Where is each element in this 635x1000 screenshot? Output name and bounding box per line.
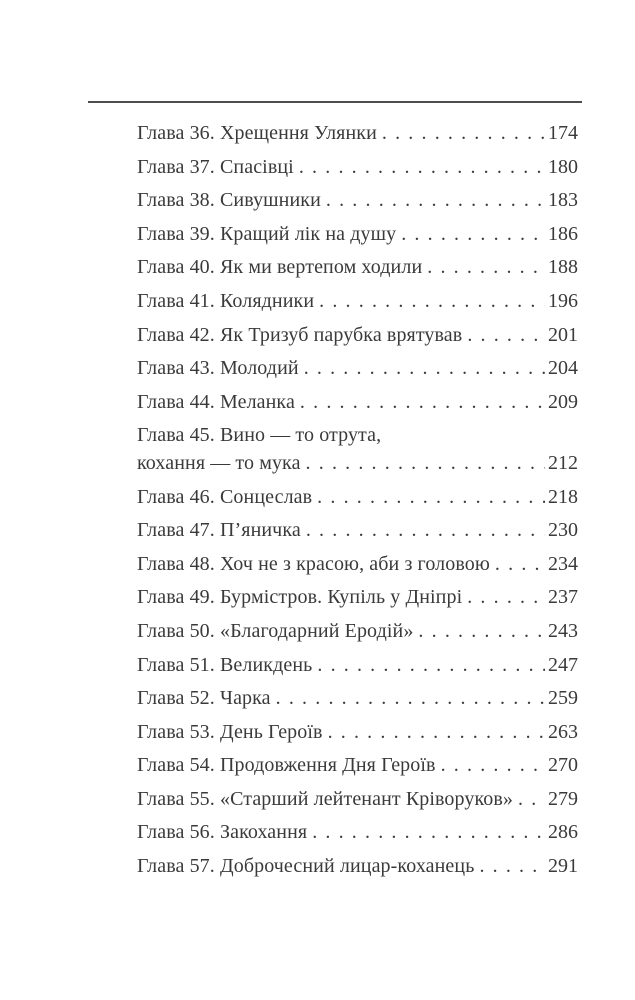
toc-entry-line	[137, 450, 578, 478]
dot-leader	[276, 685, 545, 713]
toc-entry-line	[137, 652, 578, 680]
toc-entry-line	[137, 422, 578, 450]
page-number: 247	[548, 653, 578, 676]
dot-leader	[467, 584, 545, 612]
toc-entry-line	[137, 120, 578, 148]
page-number: 201	[548, 323, 578, 346]
dot-leader	[317, 652, 545, 680]
chapter-title: кохання — то мука	[137, 451, 301, 474]
chapter-title: Глава 38. Сивушники	[137, 189, 321, 212]
page-number: 174	[548, 122, 578, 144]
toc-entry-line	[137, 355, 578, 383]
dot-leader	[518, 786, 545, 814]
toc-entry-line	[137, 584, 578, 612]
toc-entry	[137, 551, 578, 579]
page-number: 243	[548, 619, 578, 642]
page-number: 270	[548, 754, 578, 777]
toc-list	[137, 120, 578, 887]
chapter-title: Глава 36. Хрещення Улянки	[137, 122, 377, 144]
toc-entry-line	[137, 685, 578, 713]
toc-entry-line	[137, 322, 578, 350]
toc-entry	[137, 254, 578, 282]
toc-entry	[137, 422, 578, 477]
toc-entry	[137, 187, 578, 215]
page-number: 204	[548, 357, 578, 380]
dot-leader	[319, 288, 545, 316]
page-number: 279	[548, 787, 578, 810]
chapter-title: Глава 45. Вино — то отрута,	[137, 424, 382, 447]
dot-leader	[401, 221, 545, 249]
toc-entry-line	[137, 551, 578, 579]
page-number: 234	[548, 552, 578, 575]
dot-leader	[441, 752, 545, 780]
toc-entry	[137, 355, 578, 383]
page-number: 209	[548, 390, 578, 413]
toc-entry	[137, 584, 578, 612]
toc-entry-line	[137, 154, 578, 182]
dot-leader	[427, 254, 545, 282]
toc-entry-line	[137, 517, 578, 545]
page-number: 237	[548, 586, 578, 609]
toc-entry-line	[137, 719, 578, 747]
toc-entry	[137, 389, 578, 417]
chapter-title: Глава 37. Спасівці	[137, 155, 294, 178]
header-rule	[88, 101, 582, 103]
chapter-title: Глава 40. Як ми вертепом ходили	[137, 256, 423, 279]
chapter-title: Глава 56. Закохання	[137, 821, 308, 844]
toc-entry	[137, 819, 578, 847]
page-number: 188	[548, 256, 578, 279]
dot-leader	[300, 389, 545, 417]
page-number: 218	[548, 485, 578, 508]
page-number: 230	[548, 519, 578, 542]
toc-entry	[137, 288, 578, 316]
chapter-title: Глава 51. Великдень	[137, 653, 313, 676]
chapter-title: Глава 43. Молодий	[137, 357, 299, 380]
toc-entry-line	[137, 187, 578, 215]
chapter-title: Глава 44. Меланка	[137, 390, 295, 413]
toc-entry-line	[137, 819, 578, 847]
page-number: 263	[548, 720, 578, 743]
toc-entry	[137, 685, 578, 713]
chapter-title: Глава 48. Хоч не з красою, аби з головою	[137, 552, 490, 575]
toc-entry	[137, 120, 578, 148]
toc-entry	[137, 719, 578, 747]
chapter-title: Глава 53. День Героїв	[137, 720, 323, 743]
toc-entry	[137, 221, 578, 249]
toc-entry-line	[137, 853, 578, 881]
chapter-title: Глава 54. Продовження Дня Героїв	[137, 754, 436, 777]
chapter-title: Глава 49. Бурмістров. Купіль у Дніпрі	[137, 586, 463, 609]
toc-entry	[137, 752, 578, 780]
dot-leader	[467, 322, 545, 350]
dot-leader	[306, 450, 545, 478]
toc-entry-line	[137, 618, 578, 646]
chapter-title: Глава 47. П’яничка	[137, 519, 301, 542]
dot-leader	[306, 517, 545, 545]
dot-leader	[495, 551, 545, 579]
toc-entry-line	[137, 221, 578, 249]
toc-entry	[137, 652, 578, 680]
toc-entry	[137, 154, 578, 182]
toc-entry-line	[137, 752, 578, 780]
page-number: 180	[548, 155, 578, 178]
chapter-title: Глава 41. Колядники	[137, 289, 315, 312]
toc-entry-line	[137, 484, 578, 512]
toc-entry-line	[137, 254, 578, 282]
chapter-title: Глава 57. Доброчесний лицар-коханець	[137, 855, 475, 878]
dot-leader	[382, 120, 545, 148]
page-number: 259	[548, 687, 578, 710]
toc-entry-line	[137, 288, 578, 316]
page-number: 196	[548, 289, 578, 312]
toc-entry-line	[137, 786, 578, 814]
dot-leader	[312, 819, 545, 847]
toc-entry	[137, 517, 578, 545]
page-number: 291	[548, 855, 578, 878]
dot-leader	[304, 355, 545, 383]
chapter-title: Глава 50. «Благодарний Еродій»	[137, 619, 414, 642]
chapter-title: Глава 55. «Старший лейтенант Кріворуков»	[137, 787, 514, 810]
dot-leader	[479, 853, 545, 881]
chapter-title: Глава 46. Сонцеслав	[137, 485, 313, 508]
toc-entry	[137, 786, 578, 814]
chapter-title: Глава 39. Кращий лік на душу	[137, 222, 397, 245]
dot-leader	[418, 618, 545, 646]
dot-leader	[328, 719, 545, 747]
toc-entry	[137, 322, 578, 350]
toc-entry	[137, 618, 578, 646]
toc-entry	[137, 484, 578, 512]
chapter-title: Глава 52. Чарка	[137, 687, 271, 710]
chapter-title: Глава 42. Як Тризуб парубка врятував	[137, 323, 463, 346]
page-number: 286	[548, 821, 578, 844]
page-number: 212	[548, 451, 578, 474]
toc-entry-line	[137, 389, 578, 417]
dot-leader	[326, 187, 545, 215]
page-number: 183	[548, 189, 578, 212]
toc-entry	[137, 853, 578, 881]
dot-leader	[317, 484, 545, 512]
page-number: 186	[548, 222, 578, 245]
dot-leader	[299, 154, 545, 182]
